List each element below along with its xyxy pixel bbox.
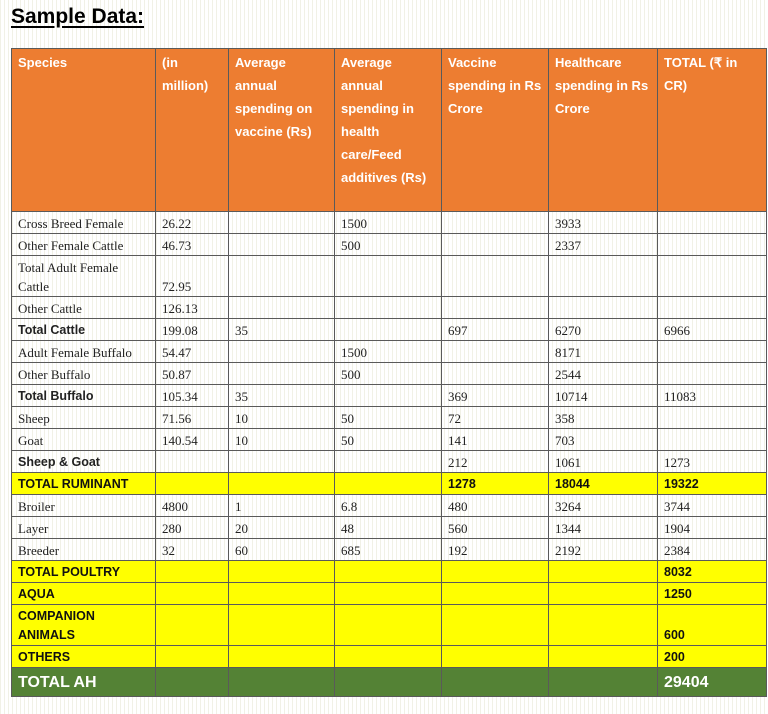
table-cell: 1061 bbox=[549, 451, 658, 473]
table-cell bbox=[658, 297, 767, 319]
table-row bbox=[12, 212, 767, 234]
table-cell bbox=[549, 668, 658, 697]
table-cell: 6270 bbox=[549, 319, 658, 341]
table-cell: 703 bbox=[549, 429, 658, 451]
table-cell bbox=[229, 605, 335, 646]
table-cell: 2384 bbox=[658, 539, 767, 561]
table-cell: 20 bbox=[229, 517, 335, 539]
table-cell bbox=[442, 234, 549, 256]
row-label: Cross Breed Female bbox=[12, 212, 156, 234]
table-cell bbox=[442, 256, 549, 297]
row-label: Sheep & Goat bbox=[12, 451, 156, 473]
column-header: Average annual spending on vaccine (Rs) bbox=[229, 49, 335, 212]
table-cell: 10 bbox=[229, 429, 335, 451]
table-cell bbox=[156, 451, 229, 473]
table-cell: 50 bbox=[335, 407, 442, 429]
row-label: Layer bbox=[12, 517, 156, 539]
table-cell bbox=[335, 473, 442, 495]
table-cell bbox=[549, 256, 658, 297]
table-cell bbox=[658, 234, 767, 256]
table-cell bbox=[229, 212, 335, 234]
table-cell: 8032 bbox=[658, 561, 767, 583]
table-row bbox=[12, 341, 767, 363]
page-title: Sample Data: bbox=[11, 5, 145, 28]
table-cell: 35 bbox=[229, 385, 335, 407]
table-cell: 280 bbox=[156, 517, 229, 539]
table-cell bbox=[658, 407, 767, 429]
table-cell: 200 bbox=[658, 646, 767, 668]
table-row bbox=[12, 256, 767, 297]
table-cell bbox=[156, 473, 229, 495]
table-cell bbox=[229, 451, 335, 473]
table-cell: 26.22 bbox=[156, 212, 229, 234]
column-header: Vaccine spending in Rs Crore bbox=[442, 49, 549, 212]
table-cell bbox=[549, 561, 658, 583]
table-cell bbox=[658, 256, 767, 297]
table-cell: 72.95 bbox=[156, 256, 229, 297]
table-cell: 60 bbox=[229, 539, 335, 561]
table-cell bbox=[442, 561, 549, 583]
table-row bbox=[12, 495, 767, 517]
table-cell bbox=[229, 363, 335, 385]
table-cell bbox=[442, 341, 549, 363]
table-row bbox=[12, 234, 767, 256]
table-cell: 11083 bbox=[658, 385, 767, 407]
table-cell: 50.87 bbox=[156, 363, 229, 385]
table-cell: 140.54 bbox=[156, 429, 229, 451]
table-cell bbox=[335, 297, 442, 319]
table-cell bbox=[335, 319, 442, 341]
row-label: AQUA bbox=[12, 583, 156, 605]
table-cell: 50 bbox=[335, 429, 442, 451]
table-cell: 126.13 bbox=[156, 297, 229, 319]
table-row bbox=[12, 539, 767, 561]
column-header: (in million) bbox=[156, 49, 229, 212]
row-label: Breeder bbox=[12, 539, 156, 561]
table-cell: 3744 bbox=[658, 495, 767, 517]
table-row bbox=[12, 605, 767, 646]
table-cell bbox=[549, 583, 658, 605]
table-cell: 2544 bbox=[549, 363, 658, 385]
row-label: Total Adult Female Cattle bbox=[12, 256, 156, 297]
table-cell bbox=[229, 583, 335, 605]
table-cell: 141 bbox=[442, 429, 549, 451]
table-cell bbox=[156, 561, 229, 583]
table-cell bbox=[442, 363, 549, 385]
table-cell: 105.34 bbox=[156, 385, 229, 407]
table-row bbox=[12, 385, 767, 407]
table-cell bbox=[229, 473, 335, 495]
table-cell bbox=[335, 646, 442, 668]
table-cell: 4800 bbox=[156, 495, 229, 517]
table-cell: 10714 bbox=[549, 385, 658, 407]
table-cell: 1 bbox=[229, 495, 335, 517]
table-cell: 29404 bbox=[658, 668, 767, 697]
table-cell bbox=[549, 605, 658, 646]
table-cell bbox=[658, 429, 767, 451]
row-label: COMPANION ANIMALS bbox=[12, 605, 156, 646]
table-cell bbox=[442, 583, 549, 605]
table-cell bbox=[229, 297, 335, 319]
table-cell: 1500 bbox=[335, 212, 442, 234]
table-cell: 1273 bbox=[658, 451, 767, 473]
table-cell: 54.47 bbox=[156, 341, 229, 363]
table-cell: 697 bbox=[442, 319, 549, 341]
table-cell: 3264 bbox=[549, 495, 658, 517]
column-header: TOTAL (₹ in CR) bbox=[658, 49, 767, 212]
table-cell: 480 bbox=[442, 495, 549, 517]
row-label: TOTAL AH bbox=[12, 668, 156, 697]
table-cell: 46.73 bbox=[156, 234, 229, 256]
table-cell bbox=[156, 646, 229, 668]
table-cell: 1250 bbox=[658, 583, 767, 605]
table-cell: 2192 bbox=[549, 539, 658, 561]
table-cell: 500 bbox=[335, 234, 442, 256]
table-cell: 3933 bbox=[549, 212, 658, 234]
table-cell bbox=[335, 256, 442, 297]
column-header: Species bbox=[12, 49, 156, 212]
table-cell bbox=[549, 646, 658, 668]
table-cell bbox=[229, 668, 335, 697]
table-cell bbox=[658, 341, 767, 363]
table-cell: 71.56 bbox=[156, 407, 229, 429]
table-cell: 199.08 bbox=[156, 319, 229, 341]
table-cell: 212 bbox=[442, 451, 549, 473]
table-cell: 8171 bbox=[549, 341, 658, 363]
table-cell: 18044 bbox=[549, 473, 658, 495]
table-cell: 35 bbox=[229, 319, 335, 341]
table-row bbox=[12, 363, 767, 385]
table-row bbox=[12, 319, 767, 341]
table-cell: 1500 bbox=[335, 341, 442, 363]
table-row bbox=[12, 297, 767, 319]
row-label: Broiler bbox=[12, 495, 156, 517]
table-cell: 32 bbox=[156, 539, 229, 561]
table-cell: 48 bbox=[335, 517, 442, 539]
row-label: Sheep bbox=[12, 407, 156, 429]
table-cell bbox=[229, 234, 335, 256]
table-cell bbox=[549, 297, 658, 319]
row-label: Other Buffalo bbox=[12, 363, 156, 385]
table-cell bbox=[658, 363, 767, 385]
row-label: Total Buffalo bbox=[12, 385, 156, 407]
table-cell bbox=[229, 341, 335, 363]
table-cell: 19322 bbox=[658, 473, 767, 495]
table-cell bbox=[229, 646, 335, 668]
table-cell bbox=[156, 668, 229, 697]
table-row bbox=[12, 646, 767, 668]
table-cell bbox=[335, 583, 442, 605]
table-cell bbox=[156, 583, 229, 605]
table-cell bbox=[442, 668, 549, 697]
table-cell: 369 bbox=[442, 385, 549, 407]
row-label: Total Cattle bbox=[12, 319, 156, 341]
table-cell bbox=[156, 605, 229, 646]
row-label: Goat bbox=[12, 429, 156, 451]
table-cell: 192 bbox=[442, 539, 549, 561]
table-row bbox=[12, 407, 767, 429]
table-cell bbox=[335, 605, 442, 646]
table-row bbox=[12, 429, 767, 451]
table-cell: 685 bbox=[335, 539, 442, 561]
table-row bbox=[12, 668, 767, 697]
table-cell bbox=[229, 256, 335, 297]
row-label: Other Cattle bbox=[12, 297, 156, 319]
table-cell bbox=[442, 297, 549, 319]
data-table bbox=[11, 48, 767, 697]
table-cell bbox=[442, 646, 549, 668]
table-cell: 1904 bbox=[658, 517, 767, 539]
table-row bbox=[12, 451, 767, 473]
row-label: Adult Female Buffalo bbox=[12, 341, 156, 363]
table-cell bbox=[335, 668, 442, 697]
table-cell: 500 bbox=[335, 363, 442, 385]
column-header: Healthcare spending in Rs Crore bbox=[549, 49, 658, 212]
table-cell bbox=[442, 605, 549, 646]
row-label: Other Female Cattle bbox=[12, 234, 156, 256]
table-cell bbox=[442, 212, 549, 234]
table-row bbox=[12, 517, 767, 539]
table-cell: 1344 bbox=[549, 517, 658, 539]
row-label: TOTAL POULTRY bbox=[12, 561, 156, 583]
table-cell bbox=[229, 561, 335, 583]
table-cell bbox=[658, 212, 767, 234]
table-cell: 1278 bbox=[442, 473, 549, 495]
table-row bbox=[12, 561, 767, 583]
table-cell: 6.8 bbox=[335, 495, 442, 517]
column-header: Average annual spending in health care/Feed additives (Rs) bbox=[335, 49, 442, 212]
table-cell: 2337 bbox=[549, 234, 658, 256]
table-cell: 6966 bbox=[658, 319, 767, 341]
table-header-row bbox=[12, 49, 767, 212]
table-cell: 10 bbox=[229, 407, 335, 429]
table-cell bbox=[335, 385, 442, 407]
table-cell: 600 bbox=[658, 605, 767, 646]
table-row bbox=[12, 473, 767, 495]
table-cell: 72 bbox=[442, 407, 549, 429]
row-label: OTHERS bbox=[12, 646, 156, 668]
table-cell bbox=[335, 451, 442, 473]
table-cell bbox=[335, 561, 442, 583]
row-label: TOTAL RUMINANT bbox=[12, 473, 156, 495]
table-row bbox=[12, 583, 767, 605]
table-cell: 560 bbox=[442, 517, 549, 539]
table-cell: 358 bbox=[549, 407, 658, 429]
